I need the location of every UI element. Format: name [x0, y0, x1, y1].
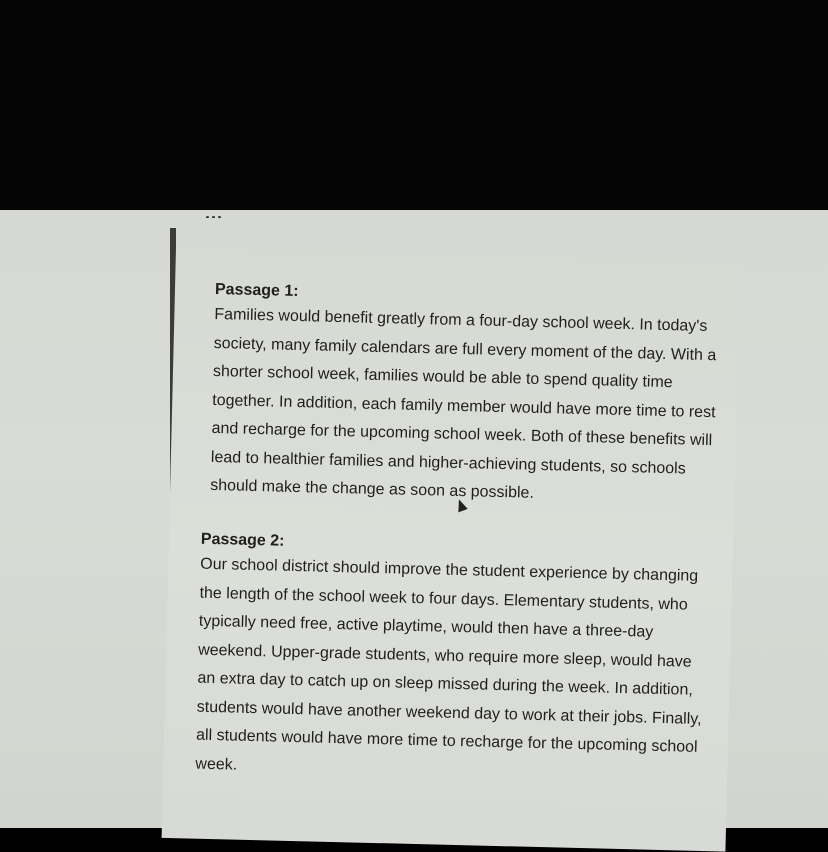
screen: [0, 204, 828, 828]
passage-2-title: Passage 2:: [200, 530, 285, 550]
passage-1: [210, 279, 725, 513]
passage-card: [162, 248, 740, 852]
passage-2-body: Our school district should improve the student experience by changing the length of the school week to four days. Elementary students, who typically need free, active playtime, would then have a three-day weekend. Upper-grade students, who require more sleep, would have an extra day to catch up on sleep missed during the week. In addition, students would have another weekend day to work at their jobs. Finally, all students would have more time to recharge for the upcoming school week.: [195, 555, 702, 774]
top-dark-area: [0, 0, 828, 210]
passage-1-title: Passage 1:: [214, 280, 299, 301]
cut-off-header: ...: [205, 204, 224, 218]
passage-1-body: Families would benefit greatly from a four-day school week. In today's society, many family calendars are full every moment of the day. With a shorter school week, families would be able to spend quality time together. In addition, each family member would have more time to rest and recharge for the upcoming school week. Both of these benefits will lead to healthier families and higher-achieving students, so schools should make the change as soon as possible.: [210, 305, 717, 502]
passage-2: [195, 529, 711, 791]
